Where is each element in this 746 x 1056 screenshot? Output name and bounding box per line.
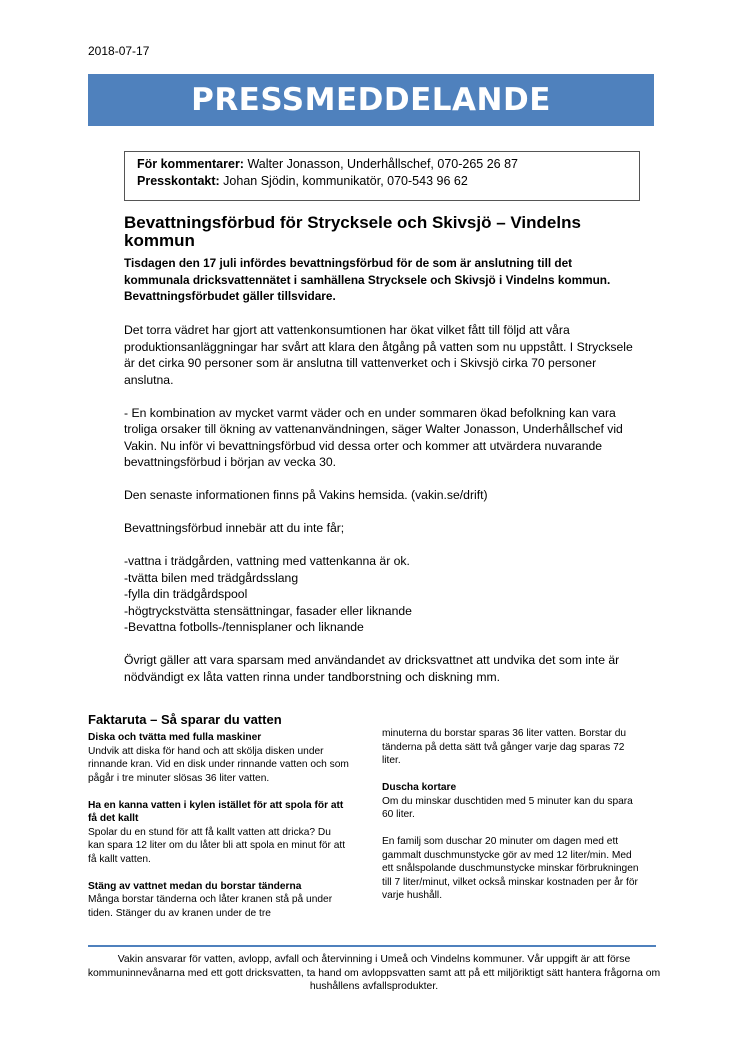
fakta-text: Många borstar tänderna och låter kranen stå på under tiden. Stänger du av kranen under de tre — [88, 894, 333, 919]
press-contact — [137, 173, 627, 190]
footer-text: Vakin ansvarar för vatten, avlopp, avfall och återvinning i Umeå och Vindelns kommuner. Vår uppgift är att förse kommuninnevånarna med ett gott dricksvatten, ta hand om avloppsvatten samt att på ett miljöriktigt sätt hantera frågorna om hushållens avfallsprodukter. — [87, 954, 661, 992]
fakta-text: En familj som duschar 20 minuter om dagen med ett gammalt duschmunstycke gör av med 12 liter/min. Med ett snålspolande duschmunstycke minskar förbrukningen till 7 liter/minut, vilket också minskar kostnaden per år för varje hushåll. — [382, 836, 639, 901]
fakta-text: minuterna du borstar sparas 36 liter vatten. Borstar du tänderna på detta sätt två gånger varje dag sparas 72 liter. — [382, 728, 627, 766]
footer-divider — [88, 945, 656, 947]
fakta-text: Spolar du en stund för att få kallt vatten att dricka? Du kan spara 12 liter om du låter bli att spola en minut för att få kallt vatten. — [88, 826, 346, 865]
ingress: Tisdagen den 17 juli infördes bevattningsförbud för de som är anslutning till det kommunala dricksvattennätet i samhällena Strycksele och Skivsjö i Vindelns kommun. Bevattningsförbudet gäller tillsvidare. — [124, 256, 611, 303]
ban-list-item: -högtryckstvätta stensättningar, fasader eller liknande — [124, 603, 412, 618]
body-paragraph-5: Övrigt gäller att vara sparsam med användandet av dricksvattnet att undvika det som inte är nödvändigt ex låta vatten rinna under tandborstning och diskning mm. — [124, 653, 620, 684]
fakta-title: Faktaruta – Så sparar du vatten — [88, 712, 282, 727]
ban-list-item: -vattna i trädgården, vattning med vattenkanna är ok. — [124, 554, 410, 568]
press-contact-label: Presskontakt: — [137, 174, 220, 188]
fakta-heading: Duscha kortare — [382, 782, 457, 793]
ban-list-item: -Bevattna fotbolls-/tennisplaner och liknande — [124, 620, 364, 634]
press-contact-value: Johan Sjödin, kommunikatör, 070-543 96 62 — [223, 174, 468, 188]
fakta-section — [88, 731, 350, 785]
fakta-section — [382, 835, 644, 903]
document-date: 2018-07-17 — [88, 44, 150, 58]
body-paragraph-1: Det torra vädret har gjort att vattenkonsumtionen har ökat vilket fått till följd att våra produktionsanläggningar har svårt att klara den åtgång på vatten som nu uppstått. I Strycksele är det cirka 90 personer som är anslutna till vattenverket och i Skivsjö cirka 70 personer anslutna. — [124, 323, 633, 387]
body-paragraph-2: - En kombination av mycket varmt väder och en under sommaren ökad befolkning kan vara troliga orsaker till ökning av vattenanvändningen, säger Walter Jonasson, Underhållschef vid Vakin. Nu inför vi bevattningsförbud vid dessa orter och kommer att utvärdera nuvarande bevattningsförbud i början av vecka 30. — [124, 405, 623, 469]
ban-list — [124, 553, 644, 636]
contact-box — [124, 151, 640, 201]
fakta-section — [382, 781, 644, 822]
fakta-heading: Stäng av vattnet medan du borstar tänderna — [88, 880, 302, 892]
ban-list-item: -fylla din trädgårdspool — [124, 587, 248, 601]
headline: Bevattningsförbud för Strycksele och Skivsjö – Vindelns kommun — [124, 213, 581, 250]
fakta-text: Om du minskar duschtiden med 5 minuter kan du spara 60 liter. — [382, 795, 633, 820]
body-paragraph-3: Den senaste informationen finns på Vakins hemsida. (vakin.se/drift) — [124, 488, 488, 502]
fakta-section — [88, 880, 350, 921]
pressmeddelande-banner: PRESSMEDDELANDE — [88, 74, 654, 126]
comment-contact — [137, 156, 627, 173]
fakta-section — [382, 727, 644, 768]
comment-contact-value: Walter Jonasson, Underhållschef, 070-265 26 87 — [247, 157, 519, 171]
fakta-heading: Ha en kanna vatten i kylen istället för att spola för att få det kallt — [88, 799, 344, 824]
ban-list-item: -tvätta bilen med trädgårdsslang — [124, 570, 299, 585]
fakta-column-left — [88, 731, 350, 934]
fakta-section — [88, 799, 350, 867]
article-body — [124, 322, 644, 702]
fakta-heading: Diska och tvätta med fulla maskiner — [88, 732, 262, 743]
fakta-text: Undvik att diska för hand och att skölja disken under rinnande kran. Vid en disk under rinnande vatten och som pågår i tre minuter slösas 36 liter vatten. — [88, 745, 349, 784]
fakta-column-right — [382, 727, 644, 916]
comment-contact-label: För kommentarer: — [137, 157, 244, 171]
body-paragraph-4: Bevattningsförbud innebär att du inte får; — [124, 521, 345, 535]
